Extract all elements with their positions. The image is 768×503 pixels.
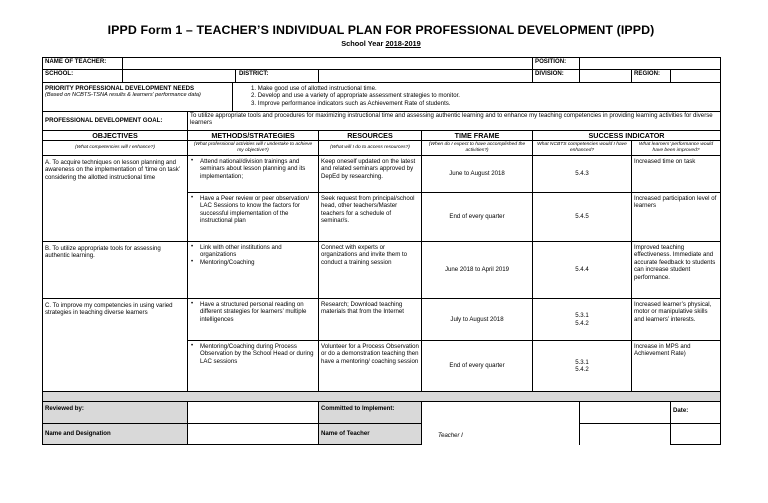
col-success-indicator: SUCCESS INDICATOR	[533, 131, 721, 141]
name-designation-field[interactable]	[188, 424, 319, 445]
goal-label: PROFESSIONAL DEVELOPMENT GOAL:	[43, 112, 188, 131]
priority-need: 3. Improve performance indicators such as Achievement Rate of students.	[251, 99, 451, 107]
col-methods: METHODS/STRATEGIES	[188, 131, 319, 141]
indicator-cell: Increased time on task	[632, 156, 721, 193]
priority-need: 2. Develop and use a variety of appropriate assessment strategies to monitor.	[251, 92, 460, 100]
school-field[interactable]	[123, 70, 236, 83]
signature-gap	[580, 424, 671, 445]
resource-cell: Connect with experts or organizations and invite them to conduct a training session	[319, 242, 422, 299]
indicator-cell: Improved teaching effectiveness. Immediate and accurate feedback to students can increase student performance.	[632, 242, 721, 299]
school-year	[42, 38, 720, 50]
column-subheader-row	[43, 141, 721, 156]
ncbts-code: 5.3.1	[575, 358, 589, 366]
sub-methods: (What professional activities will I undertake to achieve my objective?)	[188, 141, 319, 156]
region-field[interactable]	[671, 70, 721, 83]
indicator-cell: Increased participation level of learners	[632, 193, 721, 242]
name-field[interactable]	[123, 58, 533, 70]
ncbts-cell	[533, 341, 632, 392]
school-year-label: School Year	[341, 39, 386, 48]
sub-time-frame: (When do I expect to have accomplished the activities?)	[422, 141, 533, 156]
signature-row-top	[43, 402, 721, 424]
objective-b: B. To utilize appropriate tools for assessing authentic learning.	[43, 242, 188, 299]
signature-row-bottom	[43, 424, 721, 445]
col-time-frame: TIME FRAME	[422, 131, 533, 141]
method-item: • Mentoring/Coaching	[190, 259, 316, 266]
resource-cell: Keep oneself updated on the latest and related seminars approved by DepEd by researching.	[319, 156, 422, 193]
district-field[interactable]	[319, 70, 533, 83]
school-label: SCHOOL:	[43, 70, 123, 83]
table-row	[43, 242, 721, 299]
method-item: • Have a Peer review or peer observation/ LAC Sessions to know the factors for successful implementation of the instructional plan	[190, 195, 316, 225]
time-frame-cell: End of every quarter	[422, 341, 533, 392]
sub-resources: (What will I do to access resources?)	[319, 141, 422, 156]
method-item: • Have a structured personal reading on different strategies for learners’ multiple intelligences	[190, 301, 316, 323]
reviewed-by-label: Reviewed by:	[43, 402, 188, 424]
name-teacher-label: Name of Teacher	[319, 424, 422, 445]
ncbts-code: 5.4.2	[575, 366, 589, 373]
date-field[interactable]	[671, 424, 721, 445]
method-cell	[188, 193, 319, 242]
priority-needs-row	[43, 83, 721, 112]
method-cell	[188, 242, 319, 299]
ncbts-cell: 5.4.3	[533, 156, 632, 193]
ippd-form	[42, 22, 720, 445]
ncbts-code: 5.3.1	[575, 312, 589, 320]
method-item: • Attend national/division trainings and seminars about lesson planning and its implementation;	[190, 158, 316, 180]
indicator-cell: Increase in MPS and Achievement Rate)	[632, 341, 721, 392]
priority-basis: (Based on NCBTS-TSNA results & learners’ performance data)	[45, 92, 201, 99]
signature-gap	[580, 402, 671, 424]
division-field[interactable]	[580, 70, 632, 83]
resource-cell: Research; Download teaching materials that from the Internet	[319, 299, 422, 341]
goal-row	[43, 112, 721, 131]
ncbts-cell: 5.4.5	[533, 193, 632, 242]
time-frame-cell: June to August 2018	[422, 156, 533, 193]
position-field[interactable]	[580, 58, 721, 70]
form-title: IPPD Form 1 – TEACHER’S INDIVIDUAL PLAN FOR PROFESSIONAL DEVELOPMENT (IPPD)	[107, 23, 655, 37]
objective-a: A. To acquire techniques on lesson planning and awareness on the implementation of ‘time on task’ considering the allotted instructional time	[43, 156, 188, 242]
shaded-divider	[43, 392, 721, 402]
region-label: REGION:	[632, 70, 671, 83]
priority-label: PRIORITY PROFESSIONAL DEVELOPMENT NEEDS	[45, 85, 195, 92]
table-row	[43, 299, 721, 341]
teacher-signature: Teacher I	[438, 433, 463, 439]
priority-needs-list	[233, 83, 721, 112]
col-objectives: OBJECTIVES	[43, 131, 188, 141]
name-designation-label: Name and Designation	[43, 424, 188, 445]
table-row	[43, 156, 721, 193]
spacer-row	[43, 392, 721, 402]
ncbts-cell: 5.4.4	[533, 242, 632, 299]
method-cell	[188, 156, 319, 193]
time-frame-cell: End of every quarter	[422, 193, 533, 242]
ippd-table	[42, 57, 721, 445]
committed-label: Committed to Implement:	[319, 402, 422, 424]
ncbts-code: 5.4.2	[575, 319, 589, 327]
column-header-row	[43, 131, 721, 141]
division-label: DIVISION:	[533, 70, 580, 83]
reviewed-by-field[interactable]	[188, 402, 319, 424]
teacher-signature-block	[422, 402, 580, 445]
position-label: POSITION:	[533, 58, 580, 70]
district-label: DISTRICT:	[236, 70, 319, 83]
sub-ncbts: What NCBTS competencies would I have enhanced?	[533, 141, 632, 156]
school-year-value: 2018-2019	[385, 39, 421, 48]
col-resources: RESOURCES	[319, 131, 422, 141]
time-frame-cell: July to August 2018	[422, 299, 533, 341]
indicator-cell: Increased learner’s physical, motor or manipulative skills and learners’ interests.	[632, 299, 721, 341]
sub-learners: What learners’ performance would have been improved?	[632, 141, 721, 156]
goal-text: To utilize appropriate tools and procedures for maximizing instructional time and assessing authentic learning and to enhance my teaching competencies in providing learning activities for diverse learners	[188, 112, 721, 131]
resource-cell: Seek request from principal/school head, other teachers/Master teachers for a schedule of seminar/s.	[319, 193, 422, 242]
objective-c: C. To improve my competencies in using varied strategies in teaching diverse learners	[43, 299, 188, 392]
name-position-row	[43, 58, 721, 70]
school-row	[43, 70, 721, 83]
date-label: Date:	[671, 402, 721, 424]
resource-cell: Volunteer for a Process Observation or do a demonstration teaching then have a mentoring/ coaching session	[319, 341, 422, 392]
sub-objectives: (What competencies will I enhance?)	[43, 141, 188, 156]
method-item: • Mentoring/Coaching during Process Observation by the School Head or during LAC sessions	[190, 343, 316, 365]
method-cell	[188, 299, 319, 341]
priority-need: 1. Make good use of allotted instructional time.	[251, 85, 377, 92]
priority-label-cell	[43, 83, 233, 112]
ncbts-cell	[533, 299, 632, 341]
time-frame-cell: June 2018 to April 2019	[422, 242, 533, 299]
method-item: • Link with other institutions and organizations	[190, 244, 316, 259]
name-label: NAME OF TEACHER:	[43, 58, 123, 70]
method-cell	[188, 341, 319, 392]
